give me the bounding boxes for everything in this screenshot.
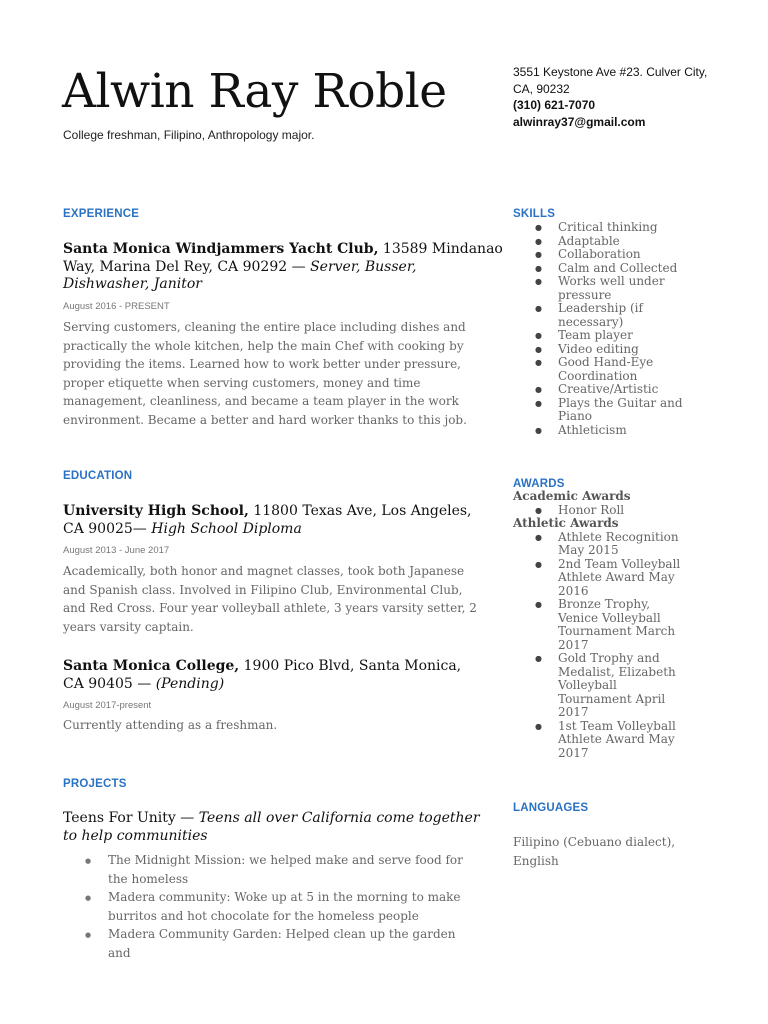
languages-heading: LANGUAGES	[513, 802, 589, 814]
list-item: ● Team player	[513, 329, 693, 343]
email: alwinray37@gmail.com	[513, 114, 646, 129]
education-date-2: August 2017-present	[63, 700, 152, 711]
awards-block	[513, 490, 693, 760]
list-item: ● Bronze Trophy, Venice Volleyball Tournament March 2017	[513, 598, 693, 652]
list-item: ● Creative/Artistic	[513, 383, 693, 397]
experience-heading: EXPERIENCE	[63, 208, 140, 220]
project-title	[63, 810, 493, 845]
list-item: ● Madera community: Woke up at 5 in the morning to make burritos and hot chocolate for the homeless people	[63, 888, 473, 925]
skills-list	[513, 221, 693, 437]
list-item: ● Plays the Guitar and Piano	[513, 397, 693, 424]
list-item: ● Leadership (if necessary)	[513, 302, 693, 329]
education-date-1: August 2013 - June 2017	[63, 545, 170, 556]
resume-name: Alwin Ray Roble	[62, 64, 447, 119]
education-description-2: Currently attending as a freshman.	[63, 718, 278, 732]
list-item: ● Athlete Recognition May 2015	[513, 531, 693, 558]
experience-location: 13589 Mindanao Way, Marina Del Rey, CA 90292 —	[63, 241, 503, 275]
list-item: ● The Midnight Mission: we helped make and serve food for the homeless	[63, 851, 473, 888]
education-role-2: (Pending)	[155, 675, 225, 692]
list-item: ● Honor Roll	[513, 504, 693, 518]
experience-date: August 2016 - PRESENT	[63, 301, 170, 312]
list-item: ● Calm and Collected	[513, 262, 693, 276]
list-item: ● Adaptable	[513, 235, 693, 249]
list-item: ● Good Hand-Eye Coordination	[513, 356, 693, 383]
education-title-2	[63, 658, 483, 693]
education-org-1: University High School,	[63, 503, 249, 519]
awards-heading: AWARDS	[513, 478, 565, 490]
tagline: College freshman, Filipino, Anthropology major.	[63, 128, 315, 142]
projects-heading: PROJECTS	[63, 778, 127, 790]
education-location-2: 1900 Pico Blvd, Santa Monica, CA 90405 —	[63, 658, 462, 692]
phone: (310) 621-7070	[513, 98, 596, 112]
experience-role: Server, Busser, Dishwasher, Janitor	[63, 258, 417, 292]
education-role-1: High School Diploma	[151, 520, 302, 537]
athletic-awards-list	[513, 531, 693, 761]
list-item: ● Collaboration	[513, 248, 693, 262]
education-title-1	[63, 503, 483, 538]
list-item: ● Critical thinking	[513, 221, 693, 235]
education-location-1: 11800 Texas Ave, Los Angeles, CA 90025—	[63, 503, 472, 537]
list-item: ● Video editing	[513, 343, 693, 357]
languages-text: Filipino (Cebuano dialect), English	[513, 835, 676, 868]
project-list	[63, 851, 473, 962]
academic-awards-list	[513, 504, 693, 518]
experience-org: Santa Monica Windjammers Yacht Club,	[63, 241, 379, 257]
list-item: ● 2nd Team Volleyball Athlete Award May 2016	[513, 558, 693, 599]
skills-heading: SKILLS	[513, 208, 556, 220]
experience-description: Serving customers, cleaning the entire place including dishes and practically the whole kitchen, help the main Chef with cooking by providing the items. Learned how to work better under pressure, proper etiquette when serving customers, money and time management, cleanliness, and became a team player in the work environment. Became a better and hard worker thanks to this job.	[63, 320, 467, 427]
project-subtitle: Teens all over California come together to help communities	[63, 810, 480, 844]
education-description-1: Academically, both honor and magnet classes, took both Japanese and Spanish class. Involved in Filipino Club, Environmental Club, and Red Cross. Four year volleyball athlete, 3 years varsity setter, 2 years varsity captain.	[63, 564, 477, 634]
list-item: ● Athleticism	[513, 424, 693, 438]
education-org-2: Santa Monica College,	[63, 658, 240, 674]
list-item: ● Works well under pressure	[513, 275, 693, 302]
academic-awards-heading: Academic Awards	[513, 489, 631, 503]
list-item: ● Gold Trophy and Medalist, Elizabeth Volleyball Tournament April 2017	[513, 652, 693, 720]
address: 3551 Keystone Ave #23. Culver City, CA, 90232	[513, 65, 708, 96]
athletic-awards-heading: Athletic Awards	[513, 516, 619, 530]
project-name: Teens For Unity —	[63, 810, 195, 826]
experience-title	[63, 241, 503, 294]
contact-block	[513, 64, 713, 130]
education-heading: EDUCATION	[63, 470, 133, 482]
list-item: ● Madera Community Garden: Helped clean up the garden and	[63, 925, 473, 962]
list-item: ● 1st Team Volleyball Athlete Award May 2017	[513, 720, 693, 761]
